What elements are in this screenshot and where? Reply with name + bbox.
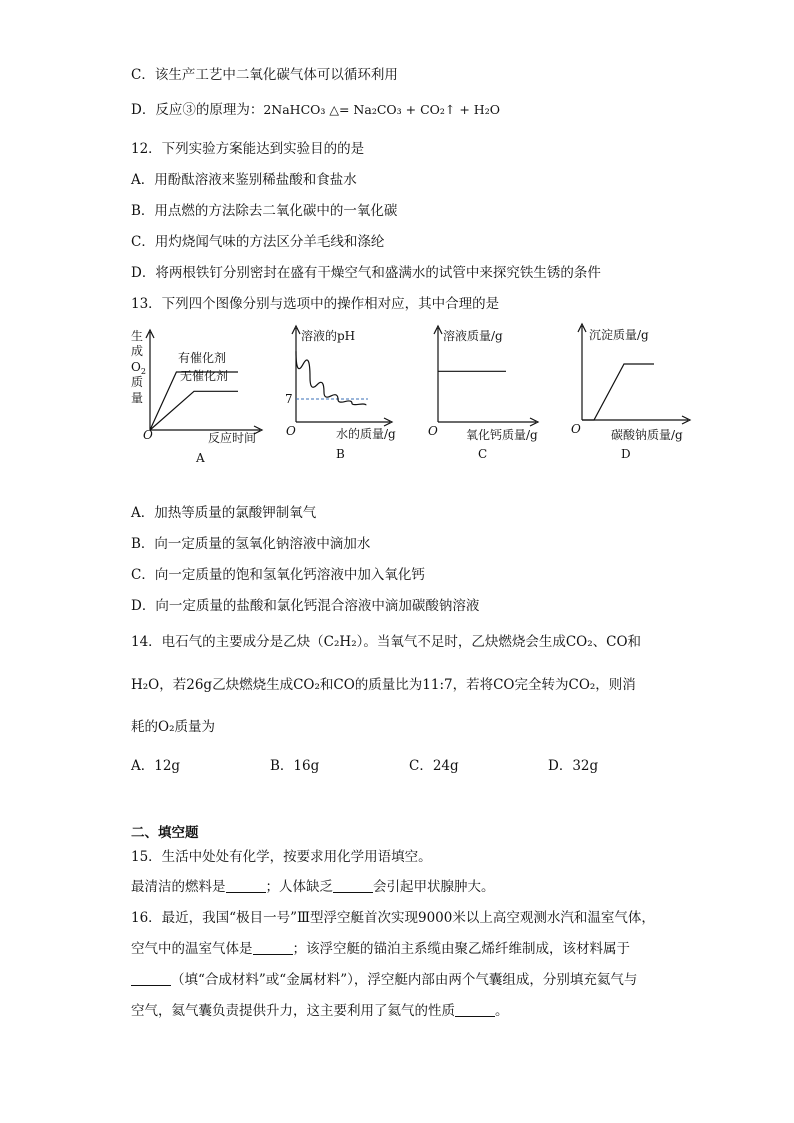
- graph-c-origin: O: [428, 424, 438, 438]
- q14-line-3: 耗的O₂质量为: [131, 719, 215, 735]
- q16-line-2: [131, 940, 630, 958]
- q16-line-4a: 空气，氦气囊负责提供升力，这主要利用了氦气的性质: [131, 1003, 455, 1019]
- q12-stem: 12．下列实验方案能达到实验目的的是: [131, 141, 365, 157]
- q11-option-d-prefix: D．反应③的原理为：: [131, 102, 264, 118]
- q12-option-a: A．用酚酞溶液来鉴别稀盐酸和食盐水: [131, 172, 357, 188]
- q11-equation: 2NaHCO₃ △= Na₂CO₃ + CO₂↑ + H₂O: [263, 102, 500, 117]
- q14-choice-c: C．24g: [409, 758, 459, 774]
- graph-b-ref-label: 7: [285, 392, 293, 406]
- q15-stem: 15．生活中处处有化学，按要求用化学用语填空。: [131, 849, 432, 865]
- graph-a: [131, 328, 262, 462]
- q14-choice-b: B．16g: [270, 758, 320, 774]
- graph-c-ylabel: 溶液质量/g: [443, 329, 503, 343]
- q15-blank-1[interactable]: [226, 878, 266, 893]
- q14-line-2: H₂O，若26g乙炔燃烧生成CO₂和CO的质量比为11:7，若将CO完全转为CO₂，则消: [131, 677, 636, 693]
- graph-a-ylabel-4: 质: [131, 375, 144, 389]
- graph-c-caption: C: [478, 447, 488, 461]
- graph-b-xlabel: 水的质量/g: [336, 427, 396, 441]
- graph-b: [285, 326, 396, 461]
- graph-b-curve: [296, 351, 366, 405]
- q13-option-d: D．向一定质量的盐酸和氯化钙混合溶液中滴加碳酸钠溶液: [131, 598, 480, 614]
- q14-choice-d: D．32g: [548, 758, 599, 774]
- section-title-fill-in: 二、填空题: [131, 825, 199, 841]
- q14-line-1: 14．电石气的主要成分是乙炔（C₂H₂）。当氧气不足时，乙炔燃烧会生成CO₂、CO和: [131, 634, 642, 650]
- graph-d: [571, 324, 690, 461]
- graph-a-ylabel-5: 量: [131, 391, 144, 405]
- q13-option-a: A．加热等质量的氯酸钾制氧气: [131, 505, 317, 521]
- graph-c-xlabel: 氧化钙质量/g: [466, 428, 538, 442]
- q13-graphs: [0, 322, 794, 462]
- graph-b-origin: O: [286, 424, 296, 438]
- q16-line-4: [131, 1002, 509, 1020]
- graph-d-xlabel: 碳酸钠质量/g: [611, 428, 683, 442]
- graph-d-line: [582, 364, 654, 420]
- graph-a-ylabel-2: 成: [131, 344, 144, 358]
- graph-a-origin: O: [143, 428, 153, 442]
- graph-a-series-1-label: 有催化剂: [178, 351, 227, 365]
- q16-blank-1[interactable]: [253, 940, 293, 955]
- q12-option-c: C．用灼烧闻气味的方法区分羊毛线和涤纶: [131, 234, 385, 250]
- q15-part-2: ；人体缺乏: [265, 879, 333, 895]
- q16-line-1: 16．最近，我国“极目一号”Ⅲ型浮空艇首次实现9000米以上高空观测水汽和温室气体，: [131, 910, 655, 926]
- graph-a-xlabel: 反应时间: [208, 431, 257, 445]
- q16-blank-3[interactable]: [455, 1002, 495, 1017]
- q15-body: [131, 878, 495, 896]
- q16-line-2a: 空气中的温室气体是: [131, 941, 253, 957]
- q16-line-3-text: （填“合成材料”或“金属材料”），浮空艇内部由两个气囊组成，分别填充氦气与: [171, 972, 638, 988]
- q11-option-d: [131, 101, 500, 119]
- q16-line-2b: ；该浮空艇的锚泊主系缆由聚乙烯纤维制成，该材料属于: [292, 941, 630, 957]
- q11-option-c: C．该生产工艺中二氧化碳气体可以循环利用: [131, 67, 398, 83]
- graph-b-ylabel: 溶液的pH: [301, 329, 356, 343]
- graph-a-caption: A: [196, 451, 205, 462]
- q13-stem: 13．下列四个图像分别与选项中的操作相对应，其中合理的是: [131, 296, 500, 312]
- graph-d-ylabel: 沉淀质量/g: [589, 328, 649, 342]
- q13-option-b: B．向一定质量的氢氧化钠溶液中滴加水: [131, 536, 371, 552]
- graph-b-caption: B: [336, 447, 345, 461]
- q16-blank-2[interactable]: [131, 971, 171, 986]
- q16-line-4b: 。: [495, 1003, 509, 1019]
- q15-part-1: 最清洁的燃料是: [131, 879, 226, 895]
- q15-blank-2[interactable]: [333, 878, 373, 893]
- q15-part-3: 会引起甲状腺肿大。: [373, 879, 495, 895]
- graph-a-ylabel-1: 生: [131, 329, 144, 343]
- q14-choice-a: A．12g: [131, 758, 181, 774]
- graph-a-ylabel-3: $O_2$: [131, 360, 146, 376]
- graph-a-line-no-catalyst: [150, 391, 238, 430]
- graph-a-series-2-label: 无催化剂: [180, 369, 229, 383]
- graph-d-origin: O: [571, 422, 581, 436]
- q16-line-3: [131, 971, 637, 989]
- graph-c: [428, 326, 538, 461]
- graph-d-caption: D: [621, 447, 631, 461]
- q13-option-c: C．向一定质量的饱和氢氧化钙溶液中加入氧化钙: [131, 567, 425, 583]
- q12-option-b: B．用点燃的方法除去二氧化碳中的一氧化碳: [131, 203, 398, 219]
- q12-option-d: D．将两根铁钉分别密封在盛有干燥空气和盛满水的试管中来探究铁生锈的条件: [131, 265, 601, 281]
